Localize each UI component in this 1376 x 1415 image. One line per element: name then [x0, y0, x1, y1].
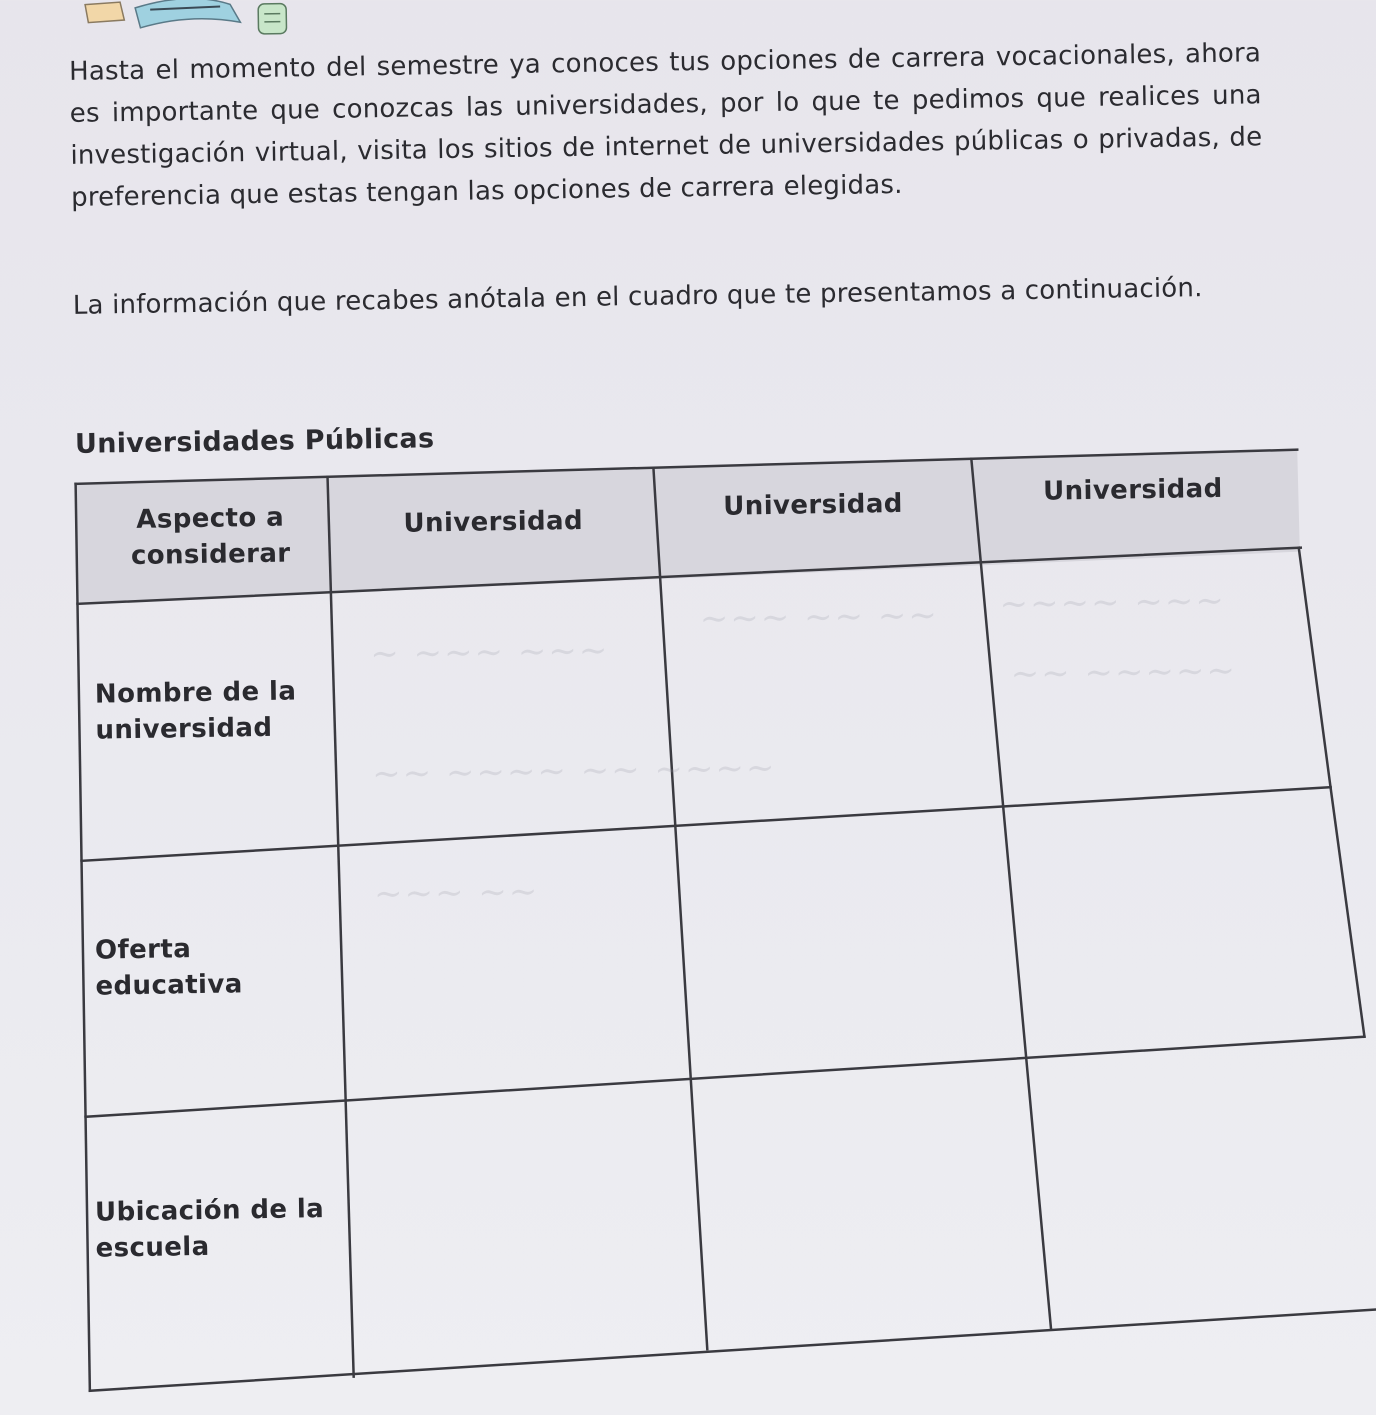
answer-cell-nombre-univ-3[interactable] [994, 580, 1297, 785]
answer-cell-ubicacion-univ-3[interactable] [1052, 1059, 1356, 1294]
row-label-oferta: Oferta educativa [94, 934, 243, 1002]
answer-cell-oferta-univ-3[interactable] [1018, 819, 1331, 1024]
section-title: Universidades Públicas [74, 423, 435, 460]
table-header-university-2: Universidad [723, 488, 904, 522]
table-border-right-seg-2 [1331, 787, 1365, 1037]
show-through-handwriting: ~~ ~~~~~ [1010, 650, 1238, 695]
row-label-nombre: Nombre de la universidad [94, 676, 297, 746]
answer-cell-nombre-univ-1[interactable] [340, 610, 654, 845]
table-border-right-seg-1 [1299, 547, 1331, 787]
table-border-left [76, 484, 90, 1391]
answer-cell-nombre-univ-2[interactable] [670, 595, 973, 820]
answer-cell-oferta-univ-2[interactable] [688, 844, 1001, 1069]
instructions-paragraph-1: Hasta el momento del semestre ya conoces tus opciones de carrera vocacionales, ahora es importante que conozcas las universidades, por lo que te pedimos que realices una investigación virtual, visita los sitios de internet de universidades públicas o privadas, de preferencia que estas tengan las opciones de carrera elegidas. [68, 38, 1263, 213]
table-header-university-1: Universidad [403, 505, 584, 539]
answer-cell-ubicacion-univ-1[interactable] [358, 1119, 682, 1364]
answer-cell-oferta-univ-1[interactable] [349, 865, 663, 1100]
show-through-handwriting: ~ ~~~ ~~~ [370, 630, 610, 675]
table-header-aspect: Aspecto a considerar [130, 502, 291, 572]
show-through-handwriting: ~~ ~~~~ ~~ ~~~~ [371, 747, 777, 795]
show-through-handwriting: ~~~ ~~ ~~ [699, 595, 940, 640]
show-through-handwriting: ~~~~ ~~~ [999, 580, 1227, 625]
instructions-paragraph-2: La información que recabes anótala en el cuadro que te presentamos a continuación. [72, 273, 1203, 321]
answer-cell-ubicacion-univ-2[interactable] [707, 1094, 1031, 1329]
row-label-ubicacion: Ubicación de la escuela [94, 1194, 325, 1264]
table-header-university-3: Universidad [1042, 473, 1223, 507]
show-through-handwriting: ~~~ ~~ [373, 871, 540, 915]
